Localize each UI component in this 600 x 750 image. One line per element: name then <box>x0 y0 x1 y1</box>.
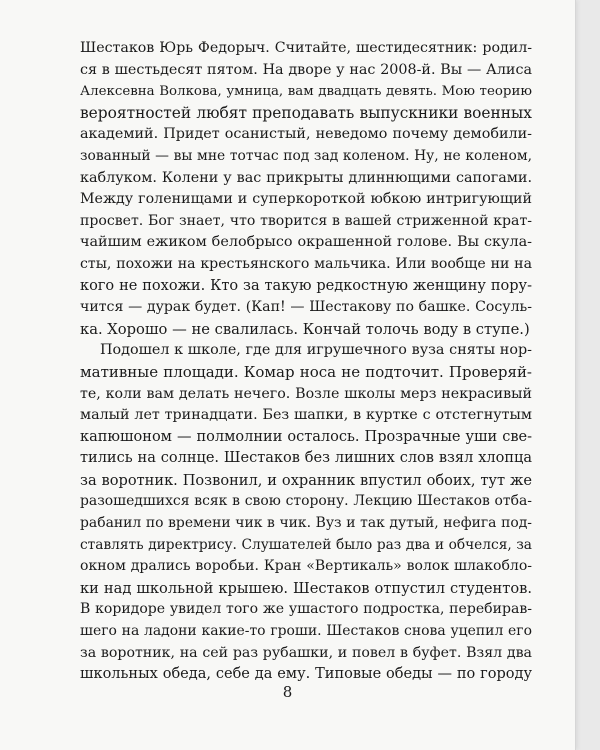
text-line: чится — дурак будет. (Кап! — Шестакову по башке. Сосуль- <box>80 299 532 316</box>
text-line: ка. Хорошо — не свалилась. Кончай толочь воду в ступе.) <box>80 320 530 338</box>
text-line: те, коли вам делать нечего. Возле школы мерз некрасивый <box>80 385 532 402</box>
text-line: разошедшихся всяк в свою сторону. Лекцию Шестаков отба- <box>80 493 532 510</box>
text-line: Между голенищами и суперкороткой юбкою интригующий <box>80 191 532 208</box>
text-line: капюшоном — полмолнии осталось. Прозрачные уши све- <box>80 428 532 445</box>
text-line: окном дрались воробьи. Кран «Вертикаль» волок шлакобло- <box>80 558 532 575</box>
paragraph-2 <box>80 340 532 686</box>
text-line: рабанил по времени чик в чик. Вуз и так дутый, нефига под- <box>80 515 532 532</box>
text-line: школьных обеда, себе да ему. Типовые обеды — по городу <box>80 666 532 683</box>
paragraph-1 <box>80 38 532 340</box>
text-line: шего на ладони какие-то гроши. Шестаков снова уцепил его <box>80 623 532 640</box>
text-line: чайшим ежиком белобрысо окрашенной голове. Вы скула- <box>80 234 532 251</box>
text-line: мативные площади. Комар носа не подточит. Проверяй- <box>80 362 532 381</box>
text-line: В коридоре увидел того же ушастого подростка, перебирав- <box>80 601 532 618</box>
text-line: за воротник, на сей раз рубашки, и повел в буфет. Взял два <box>80 644 532 661</box>
text-line: Шестаков Юрь Федорыч. Считайте, шестидесятник: родил- <box>80 40 532 56</box>
text-line: ся в шестьдесят пятом. На дворе у нас 2008-й. Вы — Алиса <box>80 61 532 78</box>
text-line: просвет. Бог знает, что творится в вашей стриженной крат- <box>80 212 532 229</box>
text-line: зованный — вы мне тотчас под зад коленом. Ну, не коленом, <box>80 147 532 164</box>
text-line: каблуком. Колени у вас прикрыты длиннющими сапогами. <box>80 169 532 186</box>
text-line: ставлять директрису. Слушателей было раз два и обчелся, за <box>80 536 532 553</box>
text-line: сты, похожи на крестьянского мальчика. Или вообще ни на <box>80 255 532 272</box>
text-line: тились на солнце. Шестаков без лишних слов взял хлопца <box>80 450 532 467</box>
text-line: Подошел к школе, где для игрушечного вуза сняты нор- <box>100 342 532 359</box>
text-line: ки над школьной крышею. Шестаков отпустил студентов. <box>80 579 532 597</box>
text-line: вероятностей любят преподавать выпускники военных <box>80 103 532 122</box>
text-line: кого не похожи. Кто за такую редкостную женщину пору- <box>80 277 532 294</box>
body-text <box>80 38 532 686</box>
text-line: академий. Придет осанистый, неведомо почему демобили- <box>80 126 532 143</box>
text-line: малый лет тринадцати. Без шапки, в куртке с отстегнутым <box>80 407 532 424</box>
text-line: Алексевна Волкова, умница, вам двадцать девять. Мою теорию <box>80 84 532 100</box>
text-line: за воротник. Позвонил, и охранник впустил обоих, тут же <box>80 471 532 489</box>
page-number: 8 <box>282 683 293 701</box>
